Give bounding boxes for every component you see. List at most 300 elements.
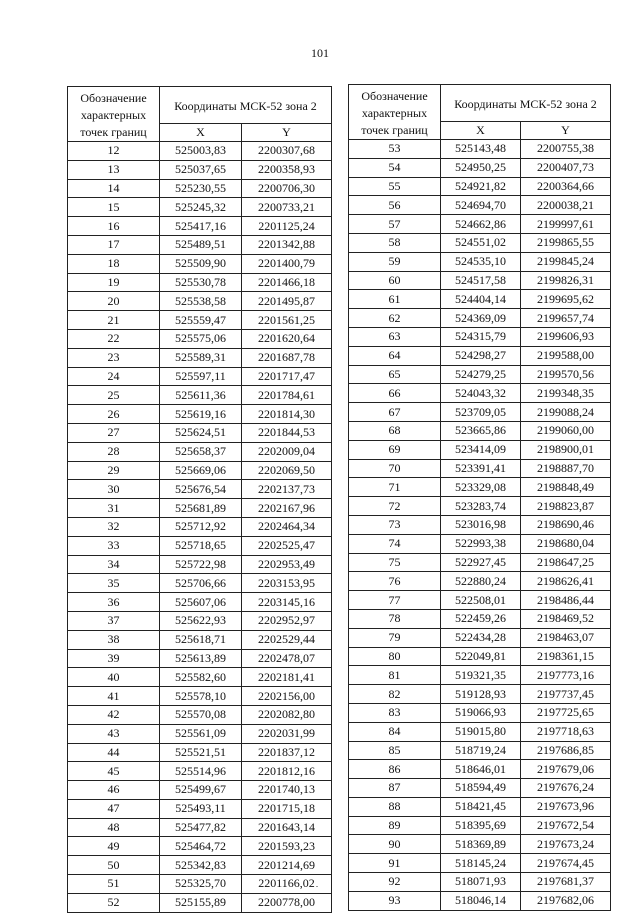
point-number-cell: 88	[349, 797, 441, 816]
y-coordinate-cell: 2197737,45	[521, 685, 611, 704]
table-row	[349, 233, 611, 252]
y-coordinate-cell: 2198469,52	[521, 609, 611, 628]
y-coordinate-cell: 2200358,93	[242, 160, 332, 179]
table-row	[68, 386, 332, 405]
y-coordinate-cell: 2198690,46	[521, 515, 611, 534]
y-coordinate-cell: 2199348,35	[521, 384, 611, 403]
point-number-cell: 55	[349, 177, 441, 196]
x-coordinate-cell: 524551,02	[441, 233, 521, 252]
x-coordinate-cell: 525611,36	[160, 386, 242, 405]
y-coordinate-cell: 2200733,21	[242, 198, 332, 217]
y-coordinate-cell: 2198848,49	[521, 478, 611, 497]
y-coordinate-cell: 2197773,16	[521, 666, 611, 685]
y-coordinate-cell: 2198680,04	[521, 534, 611, 553]
column-header-coordinates: Координаты МСК-52 зона 2	[441, 85, 611, 122]
point-number-cell: 22	[68, 329, 160, 348]
x-coordinate-cell: 523414,09	[441, 440, 521, 459]
y-coordinate-cell: 2198463,07	[521, 628, 611, 647]
y-coordinate-cell: 2201593,23	[242, 837, 332, 856]
table-row	[68, 630, 332, 649]
point-number-cell: 64	[349, 346, 441, 365]
point-number-cell: 42	[68, 705, 160, 724]
point-number-cell: 38	[68, 630, 160, 649]
table-row	[68, 818, 332, 837]
point-number-cell: 86	[349, 760, 441, 779]
y-coordinate-cell: 2199606,93	[521, 327, 611, 346]
point-number-cell: 13	[68, 160, 160, 179]
y-coordinate-cell: 2199845,24	[521, 252, 611, 271]
y-coordinate-cell: 2199060,00	[521, 421, 611, 440]
table-row	[349, 327, 611, 346]
table-row	[68, 461, 332, 480]
point-number-cell: 87	[349, 779, 441, 798]
x-coordinate-cell: 525722,98	[160, 555, 242, 574]
x-coordinate-cell: 525676,54	[160, 480, 242, 499]
y-coordinate-cell: 2202464,34	[242, 517, 332, 536]
y-coordinate-cell: 2198361,15	[521, 647, 611, 666]
x-coordinate-cell: 519066,93	[441, 703, 521, 722]
y-coordinate-cell: 2198647,25	[521, 553, 611, 572]
point-number-cell: 29	[68, 461, 160, 480]
x-coordinate-cell: 525618,71	[160, 630, 242, 649]
table-row	[68, 198, 332, 217]
x-coordinate-cell: 519321,35	[441, 666, 521, 685]
point-number-cell: 53	[349, 140, 441, 159]
point-number-cell: 56	[349, 196, 441, 215]
point-number-cell: 44	[68, 743, 160, 762]
point-number-cell: 19	[68, 273, 160, 292]
x-coordinate-cell: 524404,14	[441, 290, 521, 309]
point-number-cell: 59	[349, 252, 441, 271]
y-coordinate-cell: 2201643,14	[242, 818, 332, 837]
y-coordinate-cell: 2202525,47	[242, 536, 332, 555]
table-row	[349, 534, 611, 553]
x-coordinate-cell: 522993,38	[441, 534, 521, 553]
y-coordinate-cell: 2197679,06	[521, 760, 611, 779]
y-coordinate-cell: 2203145,16	[242, 593, 332, 612]
table-row	[349, 609, 611, 628]
y-coordinate-cell: 2201740,13	[242, 781, 332, 800]
x-coordinate-cell: 525561,09	[160, 724, 242, 743]
table-row	[349, 835, 611, 854]
y-coordinate-cell: 2200038,21	[521, 196, 611, 215]
x-coordinate-cell: 525597,11	[160, 367, 242, 386]
x-coordinate-cell: 525607,06	[160, 593, 242, 612]
table-row	[349, 309, 611, 328]
x-coordinate-cell: 525619,16	[160, 405, 242, 424]
table-row	[349, 515, 611, 534]
point-number-cell: 46	[68, 781, 160, 800]
y-coordinate-cell: 2199570,56	[521, 365, 611, 384]
x-coordinate-cell: 518145,24	[441, 854, 521, 873]
table-row	[349, 158, 611, 177]
point-number-cell: 25	[68, 386, 160, 405]
x-coordinate-cell: 525613,89	[160, 649, 242, 668]
y-coordinate-cell: 2202167,96	[242, 499, 332, 518]
table-row	[349, 591, 611, 610]
x-coordinate-cell: 522880,24	[441, 572, 521, 591]
y-coordinate-cell: 2201715,18	[242, 799, 332, 818]
point-number-cell: 60	[349, 271, 441, 290]
table-row	[68, 235, 332, 254]
table-row	[68, 160, 332, 179]
x-coordinate-cell: 524535,10	[441, 252, 521, 271]
point-number-cell: 63	[349, 327, 441, 346]
y-coordinate-cell: 2201620,64	[242, 329, 332, 348]
table-row	[68, 423, 332, 442]
x-coordinate-cell: 524369,09	[441, 309, 521, 328]
table-row	[349, 891, 611, 910]
y-coordinate-cell: 2199695,62	[521, 290, 611, 309]
point-number-cell: 58	[349, 233, 441, 252]
x-coordinate-cell: 525658,37	[160, 442, 242, 461]
y-coordinate-cell: 2202156,00	[242, 687, 332, 706]
x-coordinate-cell: 525143,48	[441, 140, 521, 159]
y-coordinate-cell: 2201495,87	[242, 292, 332, 311]
x-coordinate-cell: 525493,11	[160, 799, 242, 818]
table-row	[349, 816, 611, 835]
point-number-cell: 93	[349, 891, 441, 910]
x-coordinate-cell: 525669,06	[160, 461, 242, 480]
x-coordinate-cell: 524315,79	[441, 327, 521, 346]
y-coordinate-cell: 2199588,00	[521, 346, 611, 365]
y-coordinate-cell: 2202082,80	[242, 705, 332, 724]
x-coordinate-cell: 523329,08	[441, 478, 521, 497]
table-row	[68, 292, 332, 311]
x-coordinate-cell: 525578,10	[160, 687, 242, 706]
x-coordinate-cell: 518369,89	[441, 835, 521, 854]
column-header-x: X	[441, 122, 521, 140]
x-coordinate-cell: 525538,58	[160, 292, 242, 311]
y-coordinate-cell: 2202031,99	[242, 724, 332, 743]
point-number-cell: 18	[68, 254, 160, 273]
x-coordinate-cell: 524694,70	[441, 196, 521, 215]
x-coordinate-cell: 518395,69	[441, 816, 521, 835]
table-row	[68, 311, 332, 330]
x-coordinate-cell: 522927,45	[441, 553, 521, 572]
x-coordinate-cell: 524298,27	[441, 346, 521, 365]
y-coordinate-cell: 2201717,47	[242, 367, 332, 386]
y-coordinate-cell: 2197725,65	[521, 703, 611, 722]
point-number-cell: 70	[349, 459, 441, 478]
table-row	[349, 703, 611, 722]
point-number-cell: 15	[68, 198, 160, 217]
y-coordinate-cell: 2197672,54	[521, 816, 611, 835]
point-number-cell: 62	[349, 309, 441, 328]
x-coordinate-cell: 525706,66	[160, 574, 242, 593]
table-row	[68, 499, 332, 518]
y-coordinate-cell: 2201125,24	[242, 217, 332, 236]
table-row	[349, 177, 611, 196]
x-coordinate-cell: 524921,82	[441, 177, 521, 196]
x-coordinate-cell: 525155,89	[160, 893, 242, 912]
table-row	[68, 875, 332, 894]
point-number-cell: 31	[68, 499, 160, 518]
point-number-cell: 71	[349, 478, 441, 497]
point-number-cell: 69	[349, 440, 441, 459]
y-coordinate-cell: 2201466,18	[242, 273, 332, 292]
point-number-cell: 49	[68, 837, 160, 856]
point-number-cell: 91	[349, 854, 441, 873]
y-coordinate-cell: 2202953,49	[242, 555, 332, 574]
point-number-cell: 77	[349, 591, 441, 610]
x-coordinate-cell: 525417,16	[160, 217, 242, 236]
table-row	[349, 440, 611, 459]
x-coordinate-cell: 525589,31	[160, 348, 242, 367]
y-coordinate-cell: 2198887,70	[521, 459, 611, 478]
y-coordinate-cell: 2197686,85	[521, 741, 611, 760]
table-row	[349, 741, 611, 760]
point-number-cell: 67	[349, 403, 441, 422]
y-coordinate-cell: 2198626,41	[521, 572, 611, 591]
page-number: 101	[311, 46, 329, 60]
point-number-cell: 85	[349, 741, 441, 760]
x-coordinate-cell: 525499,67	[160, 781, 242, 800]
x-coordinate-cell: 525037,65	[160, 160, 242, 179]
x-coordinate-cell: 523283,74	[441, 497, 521, 516]
point-number-cell: 47	[68, 799, 160, 818]
point-number-cell: 65	[349, 365, 441, 384]
point-number-cell: 36	[68, 593, 160, 612]
y-coordinate-cell: 2200364,66	[521, 177, 611, 196]
y-coordinate-cell: 2202478,07	[242, 649, 332, 668]
point-number-cell: 51	[68, 875, 160, 894]
y-coordinate-cell: 2202529,44	[242, 630, 332, 649]
table-row	[68, 273, 332, 292]
y-coordinate-cell: 2201400,79	[242, 254, 332, 273]
point-number-cell: 80	[349, 647, 441, 666]
point-number-cell: 34	[68, 555, 160, 574]
x-coordinate-cell: 519015,80	[441, 722, 521, 741]
x-coordinate-cell: 525003,83	[160, 142, 242, 161]
point-number-cell: 57	[349, 215, 441, 234]
y-coordinate-cell: 2198486,44	[521, 591, 611, 610]
point-number-cell: 76	[349, 572, 441, 591]
y-coordinate-cell: 2200407,73	[521, 158, 611, 177]
x-coordinate-cell: 524662,86	[441, 215, 521, 234]
column-header-coordinates: Координаты МСК-52 зона 2	[160, 87, 332, 124]
x-coordinate-cell: 522508,01	[441, 591, 521, 610]
point-number-cell: 75	[349, 553, 441, 572]
table-row	[68, 837, 332, 856]
x-coordinate-cell: 522049,81	[441, 647, 521, 666]
y-coordinate-cell: 2201342,88	[242, 235, 332, 254]
table-row	[349, 797, 611, 816]
x-coordinate-cell: 524279,25	[441, 365, 521, 384]
x-coordinate-cell: 525575,06	[160, 329, 242, 348]
table-row	[349, 572, 611, 591]
y-coordinate-cell: 2199826,31	[521, 271, 611, 290]
y-coordinate-cell: 2197673,96	[521, 797, 611, 816]
point-number-cell: 41	[68, 687, 160, 706]
x-coordinate-cell: 523391,41	[441, 459, 521, 478]
table-row	[68, 743, 332, 762]
coordinates-table-left	[67, 86, 332, 913]
point-number-cell: 84	[349, 722, 441, 741]
point-number-cell: 61	[349, 290, 441, 309]
y-coordinate-cell: 2201784,61	[242, 386, 332, 405]
column-header-y: Y	[242, 124, 332, 142]
point-number-cell: 66	[349, 384, 441, 403]
point-number-cell: 92	[349, 873, 441, 892]
table-row	[68, 649, 332, 668]
x-coordinate-cell: 522434,28	[441, 628, 521, 647]
table-row	[68, 367, 332, 386]
point-number-cell: 26	[68, 405, 160, 424]
y-coordinate-cell: 2202009,04	[242, 442, 332, 461]
y-coordinate-cell: 2197681,37	[521, 873, 611, 892]
y-coordinate-cell: 2201812,16	[242, 762, 332, 781]
point-number-cell: 33	[68, 536, 160, 555]
y-coordinate-cell: 2197673,24	[521, 835, 611, 854]
table-row	[349, 384, 611, 403]
x-coordinate-cell: 525559,47	[160, 311, 242, 330]
table-row	[68, 555, 332, 574]
table-row	[68, 442, 332, 461]
column-header-y: Y	[521, 122, 611, 140]
x-coordinate-cell: 525342,83	[160, 856, 242, 875]
y-coordinate-cell: 2202137,73	[242, 480, 332, 499]
y-coordinate-cell: 2197682,06	[521, 891, 611, 910]
x-coordinate-cell: 518594,49	[441, 779, 521, 798]
point-number-cell: 40	[68, 668, 160, 687]
y-coordinate-cell: 2202952,97	[242, 611, 332, 630]
point-number-cell: 16	[68, 217, 160, 236]
y-coordinate-cell: 2198823,87	[521, 497, 611, 516]
table-row	[68, 517, 332, 536]
table-row	[349, 271, 611, 290]
x-coordinate-cell: 525325,70	[160, 875, 242, 894]
table-row	[349, 403, 611, 422]
x-coordinate-cell: 518646,01	[441, 760, 521, 779]
x-coordinate-cell: 525477,82	[160, 818, 242, 837]
x-coordinate-cell: 519128,93	[441, 685, 521, 704]
point-number-cell: 82	[349, 685, 441, 704]
table-row	[68, 254, 332, 273]
y-coordinate-cell: 2199865,55	[521, 233, 611, 252]
table-row	[68, 405, 332, 424]
point-number-cell: 54	[349, 158, 441, 177]
table-row	[349, 346, 611, 365]
point-number-cell: 43	[68, 724, 160, 743]
point-number-cell: 35	[68, 574, 160, 593]
x-coordinate-cell: 525570,08	[160, 705, 242, 724]
table-row	[68, 781, 332, 800]
table-row	[349, 647, 611, 666]
x-coordinate-cell: 518046,14	[441, 891, 521, 910]
table-row	[68, 536, 332, 555]
y-coordinate-cell: 2197674,45	[521, 854, 611, 873]
table-row	[349, 722, 611, 741]
table-row	[68, 762, 332, 781]
y-coordinate-cell: 2201166,02	[242, 875, 332, 894]
point-number-cell: 39	[68, 649, 160, 668]
x-coordinate-cell: 525245,32	[160, 198, 242, 217]
table-row	[68, 179, 332, 198]
table-row	[68, 217, 332, 236]
table-row	[68, 329, 332, 348]
table-row	[68, 893, 332, 912]
point-number-cell: 83	[349, 703, 441, 722]
table-row	[349, 140, 611, 159]
point-number-cell: 73	[349, 515, 441, 534]
x-coordinate-cell: 524950,25	[441, 158, 521, 177]
table-row	[349, 553, 611, 572]
table-row	[349, 365, 611, 384]
table-row	[349, 196, 611, 215]
table-row	[349, 779, 611, 798]
table-row	[349, 215, 611, 234]
x-coordinate-cell: 525622,93	[160, 611, 242, 630]
scan-speck	[316, 886, 318, 887]
x-coordinate-cell: 525230,55	[160, 179, 242, 198]
point-number-cell: 37	[68, 611, 160, 630]
point-number-cell: 23	[68, 348, 160, 367]
x-coordinate-cell: 525624,51	[160, 423, 242, 442]
x-coordinate-cell: 525582,60	[160, 668, 242, 687]
table-row	[349, 760, 611, 779]
x-coordinate-cell: 524043,32	[441, 384, 521, 403]
table-row	[68, 611, 332, 630]
point-number-cell: 78	[349, 609, 441, 628]
table-row	[349, 873, 611, 892]
column-header-x: X	[160, 124, 242, 142]
point-number-cell: 48	[68, 818, 160, 837]
y-coordinate-cell: 2201214,69	[242, 856, 332, 875]
point-number-cell: 79	[349, 628, 441, 647]
column-header-point-label: Обозначение характерных точек границ	[68, 87, 160, 142]
point-number-cell: 68	[349, 421, 441, 440]
y-coordinate-cell: 2199088,24	[521, 403, 611, 422]
x-coordinate-cell: 525514,96	[160, 762, 242, 781]
point-number-cell: 20	[68, 292, 160, 311]
x-coordinate-cell: 525530,78	[160, 273, 242, 292]
table-row	[349, 628, 611, 647]
x-coordinate-cell: 518071,93	[441, 873, 521, 892]
table-row	[68, 856, 332, 875]
y-coordinate-cell: 2203153,95	[242, 574, 332, 593]
table-row	[68, 668, 332, 687]
table-row	[68, 593, 332, 612]
x-coordinate-cell: 525509,90	[160, 254, 242, 273]
x-coordinate-cell: 522459,26	[441, 609, 521, 628]
x-coordinate-cell: 523709,05	[441, 403, 521, 422]
x-coordinate-cell: 525681,89	[160, 499, 242, 518]
point-number-cell: 72	[349, 497, 441, 516]
y-coordinate-cell: 2201561,25	[242, 311, 332, 330]
point-number-cell: 14	[68, 179, 160, 198]
x-coordinate-cell: 524517,58	[441, 271, 521, 290]
x-coordinate-cell: 525521,51	[160, 743, 242, 762]
table-row	[349, 478, 611, 497]
y-coordinate-cell: 2201844,53	[242, 423, 332, 442]
point-number-cell: 12	[68, 142, 160, 161]
column-header-point-label: Обозначение характерных точек границ	[349, 85, 441, 140]
table-row	[349, 854, 611, 873]
point-number-cell: 27	[68, 423, 160, 442]
x-coordinate-cell: 525489,51	[160, 235, 242, 254]
table-row	[68, 574, 332, 593]
table-row	[68, 799, 332, 818]
point-number-cell: 52	[68, 893, 160, 912]
y-coordinate-cell: 2199997,61	[521, 215, 611, 234]
y-coordinate-cell: 2197718,63	[521, 722, 611, 741]
y-coordinate-cell: 2201837,12	[242, 743, 332, 762]
y-coordinate-cell: 2202069,50	[242, 461, 332, 480]
x-coordinate-cell: 523016,98	[441, 515, 521, 534]
table-row	[68, 348, 332, 367]
point-number-cell: 24	[68, 367, 160, 386]
